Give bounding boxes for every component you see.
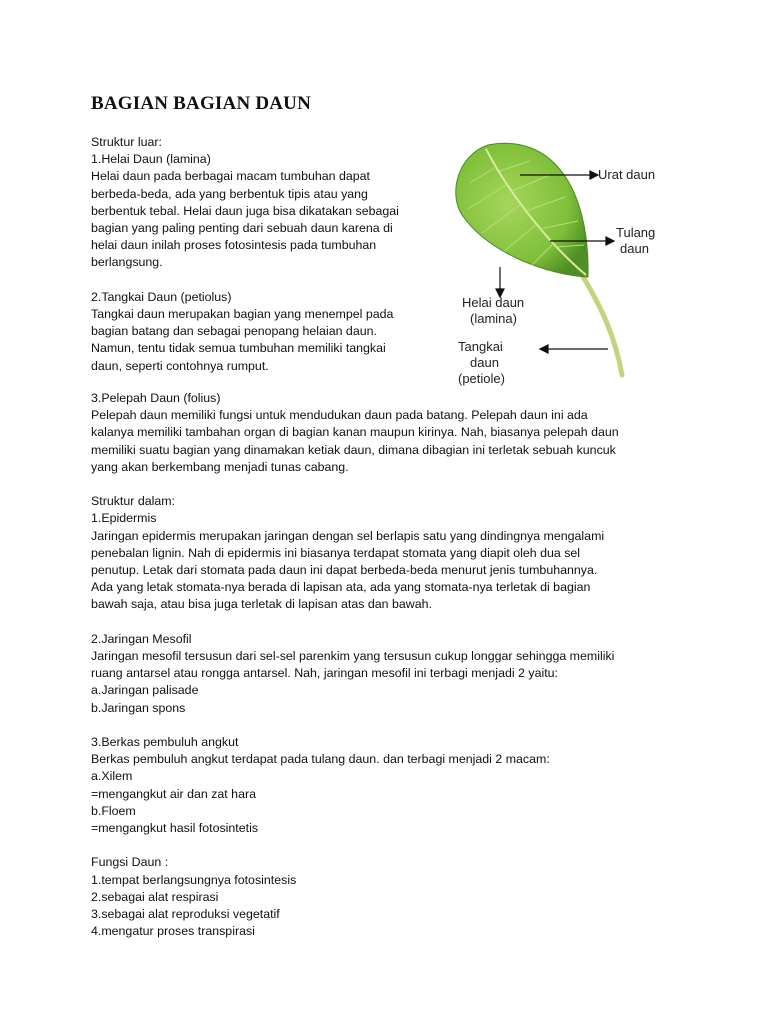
label-urat-daun: Urat daun xyxy=(598,167,656,182)
text-line: bagian yang paling penting dari sebuah daun karena di xyxy=(91,221,393,236)
text-line: 2.Tangkai Daun (petiolus) xyxy=(91,289,232,304)
label-petiole: (petiole) xyxy=(458,371,505,386)
text-line: Tangkai daun merupakan bagian yang menempel pada xyxy=(91,307,394,322)
leaf-diagram xyxy=(440,135,680,393)
text-line: a.Xilem xyxy=(91,769,133,784)
arrow-tangkai-head xyxy=(540,345,548,353)
text-line: ruang antarsel atau rongga antarsel. Nah, jaringan mesofil ini terbagi menjadi 2 yaitu: xyxy=(91,666,558,681)
text-line: Berkas pembuluh angkut terdapat pada tulang daun. dan terbagi menjadi 2 macam: xyxy=(91,752,550,767)
label-lamina: (lamina) xyxy=(470,311,517,326)
text-line: =mengangkut hasil fotosintetis xyxy=(91,821,259,836)
page-title: BAGIAN BAGIAN DAUN xyxy=(91,93,312,114)
text-line: Helai daun pada berbagai macam tumbuhan dapat xyxy=(91,169,370,184)
text-line: 2.Jaringan Mesofil xyxy=(91,631,192,646)
text-line: 3.Pelepah Daun (folius) xyxy=(91,391,221,405)
text-line: a.Jaringan palisade xyxy=(91,683,199,698)
text-line: berbentuk tebal. Helai daun juga bisa dikatakan sebagai xyxy=(91,203,399,218)
label-tulang: Tulang xyxy=(616,225,656,240)
text-line: Fungsi Daun : xyxy=(91,855,169,870)
text-line: 2.sebagai alat respirasi xyxy=(91,889,219,904)
text-line: Ada yang letak stomata-nya berada di lapisan ata, ada yang stomata-nya terletak di bagian xyxy=(91,580,591,595)
text-line: yang akan berkembang menjadi tunas cabang. xyxy=(91,459,349,474)
text-line: Pelepah daun memiliki fungsi untuk mendudukan daun pada batang. Pelepah daun ini ada xyxy=(91,408,588,423)
text-line: =mengangkut air dan zat hara xyxy=(91,786,256,801)
text-line: b.Floem xyxy=(91,803,136,818)
leaf-stem xyxy=(582,275,622,375)
text-line: bawah saja, atau bisa juga terletak di lapisan atas dan bawah. xyxy=(91,597,432,612)
arrow-tulang-head xyxy=(606,237,614,245)
text-line: 3.Berkas pembuluh angkut xyxy=(91,735,239,750)
text-line: Struktur dalam: xyxy=(91,494,176,509)
text-line: kalanya memiliki tambahan organ di bagian kanan maupun kirinya. Nah, biasanya pelepah daun xyxy=(91,425,619,440)
text-line: 1.Helai Daun (lamina) xyxy=(91,152,211,167)
text-line xyxy=(91,476,711,493)
text-line: 1.tempat berlangsungnya fotosintesis xyxy=(91,872,297,887)
text-line: penebalan lignin. Nah di epidermis ini biasanya terdapat stomata yang diapit oleh dua sel xyxy=(91,545,581,560)
text-line: daun, seperti contohnya rumput. xyxy=(91,358,269,373)
text-line: Namun, tentu tidak semua tumbuhan memiliki tangkai xyxy=(91,341,386,356)
text-line: bagian batang dan sebagai penopang helaian daun. xyxy=(91,324,377,339)
label-tangkai: Tangkai xyxy=(458,339,503,354)
text-line: helai daun inilah proses fotosintesis pada tumbuhan xyxy=(91,238,377,253)
text-line xyxy=(91,837,711,854)
text-line: Jaringan epidermis merupakan jaringan dengan sel berlapis satu yang dindingnya mengalami xyxy=(91,528,605,543)
text-line xyxy=(91,717,711,734)
text-line: memiliki suatu bagian yang dinamakan ketiak daun, dimana dibagian ini terletak sebuah kuncuk xyxy=(91,442,616,457)
label-tangkai-daun: daun xyxy=(470,355,499,370)
text-line: Struktur luar: xyxy=(91,135,162,149)
text-line: berbeda-beda, ada yang berbentuk tipis atau yang xyxy=(91,186,368,201)
text-line: 1.Epidermis xyxy=(91,511,157,526)
text-line: Jaringan mesofil tersusun dari sel-sel parenkim yang tersusun cukup longgar sehingga memiliki xyxy=(91,649,615,664)
content-section xyxy=(91,390,711,940)
label-helai-daun: Helai daun xyxy=(462,295,525,310)
text-line: penutup. Letak dari stomata pada daun ini dapat berbeda-beda menurut jenis tumbuhannya. xyxy=(91,563,598,578)
text-line: 3.sebagai alat reproduksi vegetatif xyxy=(91,907,280,922)
text-line: b.Jaringan spons xyxy=(91,700,186,715)
text-line xyxy=(91,272,446,289)
label-tulang-daun: daun xyxy=(620,241,649,256)
text-line: 4.mengatur proses transpirasi xyxy=(91,924,255,939)
external-structure-section xyxy=(91,134,446,375)
text-line: berlangsung. xyxy=(91,255,163,270)
text-line xyxy=(91,614,711,631)
arrow-urat-head xyxy=(590,171,598,179)
